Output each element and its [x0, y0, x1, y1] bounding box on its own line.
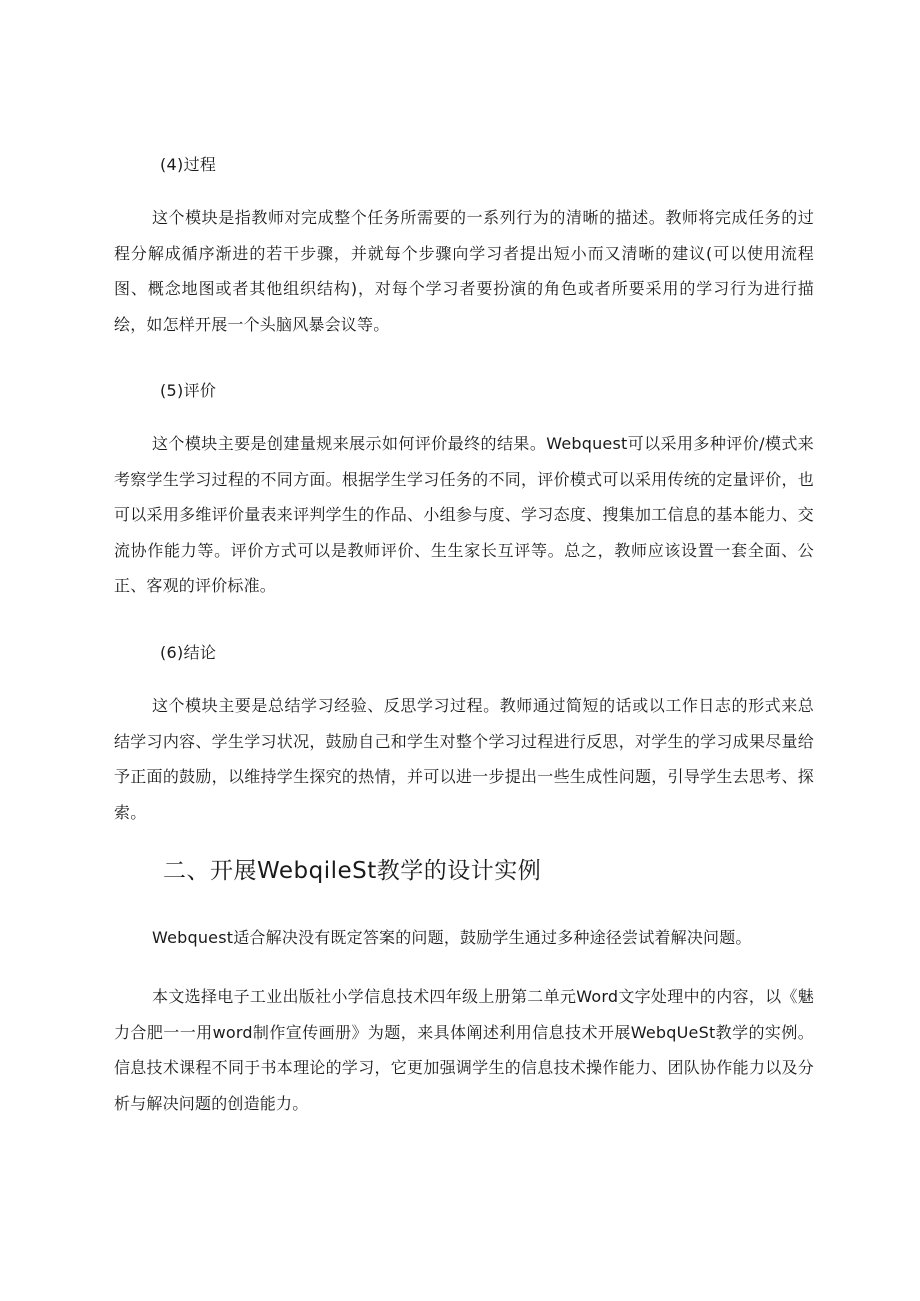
- chapter-intro-paragraph: Webquest适合解决没有既定答案的问题，鼓励学生通过多种途径尝试着解决问题。: [152, 928, 752, 947]
- section-title-evaluation: (5)评价: [160, 381, 217, 400]
- chapter-example-paragraph: 本文选择电子工业出版社小学信息技术四年级上册第二单元Word文字处理中的内容，以《魅力合肥一一用word制作宣传画册》为题，来具体阐述利用信息技术开展WebqUeSt教学的实例。信息技术课程不同于书本理论的学习，它更加强调学生的信息技术操作能力、团队协作能力以及分析与解决问题的创造能力。: [114, 987, 814, 1113]
- section-title-conclusion: (6)结论: [160, 643, 217, 662]
- section-title-process: (4)过程: [160, 155, 217, 174]
- section-body-conclusion: 这个模块主要是总结学习经验、反思学习过程。教师通过简短的话或以工作日志的形式来总结学习内容、学生学习状况，鼓励自己和学生对整个学习过程进行反思，对学生的学习成果尽量给予正面的鼓励，以维持学生探究的热情，并可以进一步提出一些生成性问题，引导学生去思考、探索。: [114, 696, 814, 822]
- section-body-evaluation: 这个模块主要是创建量规来展示如何评价最终的结果。Webquest可以采用多种评价/模式来考察学生学习过程的不同方面。根据学生学习任务的不同，评价模式可以采用传统的定量评价，也可以采用多维评价量表来评判学生的作品、小组参与度、学习态度、搜集加工信息的基本能力、交流协作能力等。评价方式可以是教师评价、生生家长互评等。总之，教师应该设置一套全面、公正、客观的评价标准。: [114, 434, 814, 595]
- section-body-process: 这个模块是指教师对完成整个任务所需要的一系列行为的清晰的描述。教师将完成任务的过程分解成循序渐进的若干步骤，并就每个步骤向学习者提出短小而又清晰的建议(可以使用流程图、概念地图或者其他组织结构)，对每个学习者要扮演的角色或者所要采用的学习行为进行描绘，如怎样开展一个头脑风暴会议等。: [114, 208, 814, 334]
- chapter-heading: 二、开展WebqileSt教学的设计实例: [163, 858, 542, 884]
